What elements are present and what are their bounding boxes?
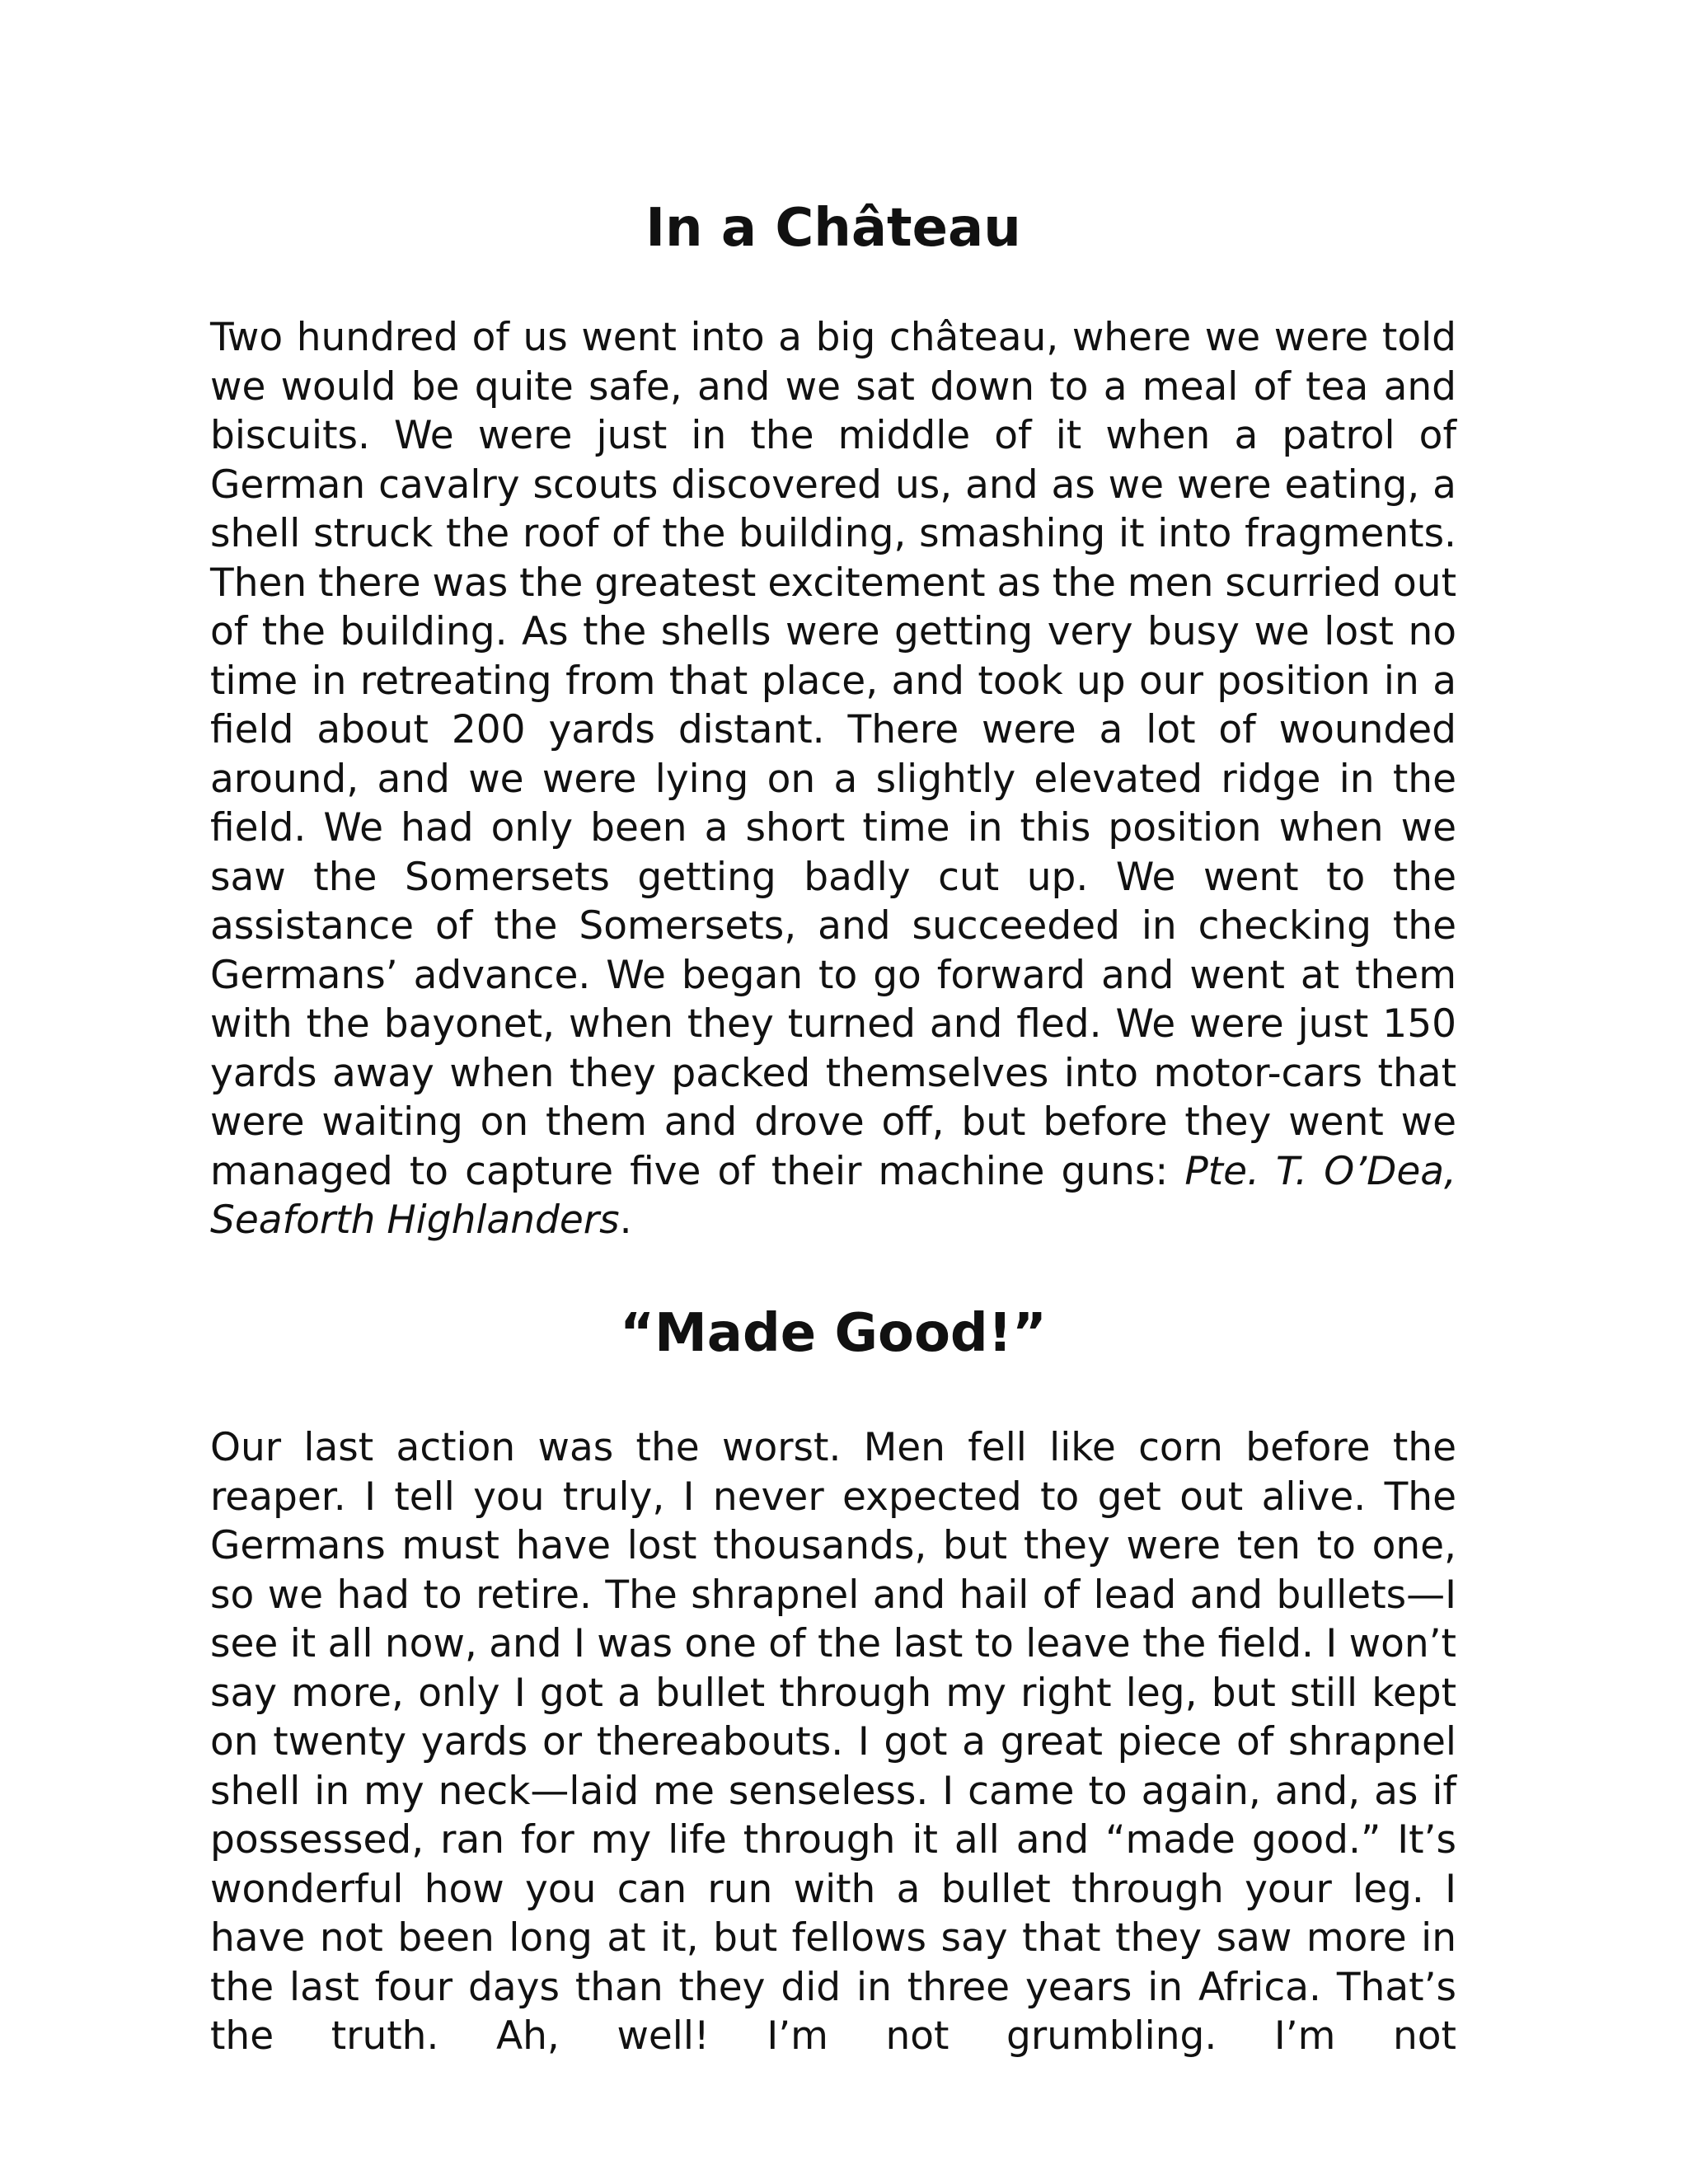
section-in-a-chateau <box>210 199 1456 1245</box>
attribution: Pte. T. O’Dea, Seaforth Highlanders <box>210 1148 1456 1244</box>
paragraph-text: Two hundred of us went into a big château, where we were told we would be quite safe, and we sat down to a meal of tea and biscuits. We were just in the middle of it when a patrol of German cavalry scouts discovered us, and as we were eating, a shell struck the roof of the building, smashing it into fragments. Then there was the greatest excitement as the men scurried out of the building. As the shells were getting very busy we lost no time in retreating from that place, and took up our position in a field about 200 yards distant. There were a lot of wounded around, and we were lying on a slightly elevated ridge in the field. We had only been a short time in this position when we saw the Somersets getting badly cut up. We went to the assistance of the Somersets, and succeeded in checking the Germans’ advance. We began to go forward and went at them with the bayonet, when they turned and fled. We were just 150 yards away when they packed themselves into motor-cars that were waiting on them and drove off, but before they went we managed to capture five of their machine guns: <box>210 315 1456 1194</box>
body-paragraph <box>210 313 1456 1245</box>
paragraph-text: Our last action was the worst. Men fell like corn before the reaper. I tell you truly, I never expected to get out alive. The Germans must have lost thousands, but they were ten to one, so we had to retire. The shrapnel and hail of lead and bullets—I see it all now, and I was one of the last to leave the field. I won’t say more, only I got a bullet through my right leg, but still kept on twenty yards or thereabouts. I got a great piece of shrapnel shell in my neck—laid me senseless. I came to again, and, as if possessed, ran for my life through it all and “made good.” It’s wonderful how you can run with a bullet through your leg. I have not been long at it, but fellows say that they saw more in the last four days than they did in three years in Africa. That’s the truth. Ah, well! I’m not grumbling. I’m not <box>210 1425 1456 2060</box>
attribution-period: . <box>619 1197 632 1244</box>
section-heading: “Made Good!” <box>620 1302 1047 1364</box>
section-heading: In a Château <box>645 198 1021 259</box>
section-made-good <box>210 1302 1456 2061</box>
body-paragraph <box>210 1423 1456 2061</box>
document-page <box>210 0 1456 2061</box>
